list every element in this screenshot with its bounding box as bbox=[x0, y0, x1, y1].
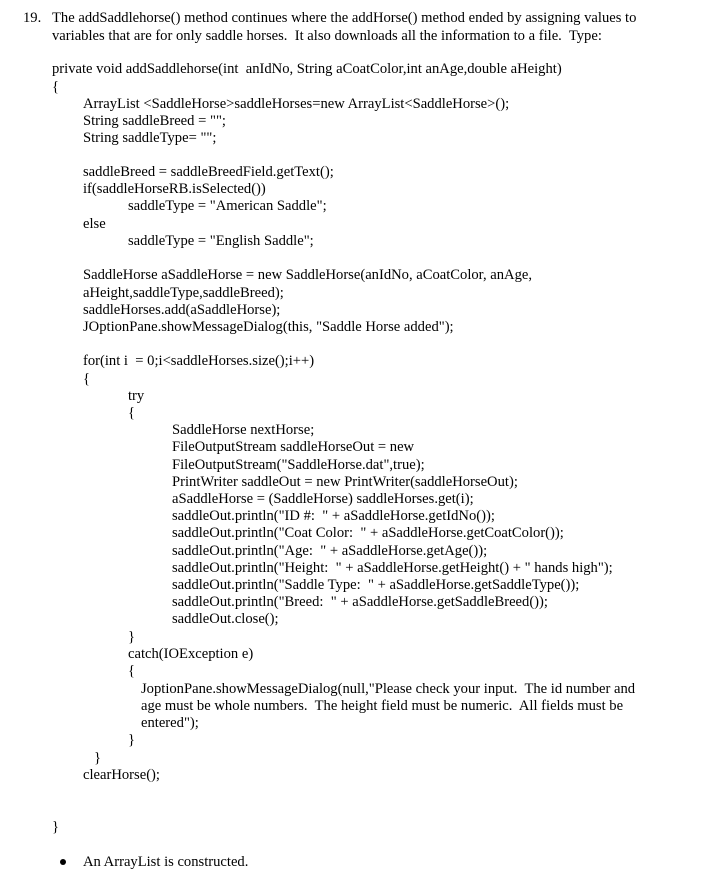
code-line: { bbox=[128, 405, 136, 421]
code-line: aHeight,saddleType,saddleBreed); bbox=[83, 285, 284, 301]
bullet-dot-icon bbox=[60, 859, 66, 865]
code-line: PrintWriter saddleOut = new PrintWriter(saddleHorseOut); bbox=[172, 474, 518, 490]
code-line: FileOutputStream("SaddleHorse.dat",true); bbox=[172, 457, 425, 473]
code-line: private void addSaddlehorse(int anIdNo, String aCoatColor,int anAge,double aHeight) bbox=[52, 61, 562, 77]
code-line: } bbox=[128, 629, 136, 645]
code-line: saddleOut.println("Saddle Type: " + aSaddleHorse.getSaddleType()); bbox=[172, 577, 580, 593]
code-line: saddleOut.close(); bbox=[172, 611, 279, 627]
question-intro-line: The addSaddlehorse() method continues where the addHorse() method ended by assigning values to bbox=[52, 10, 637, 26]
code-line: saddleOut.println("Breed: " + aSaddleHorse.getSaddleBreed()); bbox=[172, 594, 548, 610]
code-line: try bbox=[128, 388, 145, 404]
code-line: entered"); bbox=[141, 715, 199, 731]
code-line: String saddleBreed = ""; bbox=[83, 113, 226, 129]
code-line: saddleOut.println("Age: " + aSaddleHorse.getAge()); bbox=[172, 543, 488, 559]
code-line: clearHorse(); bbox=[83, 767, 160, 783]
code-line: { bbox=[52, 79, 60, 95]
code-line: saddleHorses.add(aSaddleHorse); bbox=[83, 302, 281, 318]
code-line: SaddleHorse nextHorse; bbox=[172, 422, 315, 438]
code-line: SaddleHorse aSaddleHorse = new SaddleHorse(anIdNo, aCoatColor, anAge, bbox=[83, 267, 532, 283]
code-line: if(saddleHorseRB.isSelected()) bbox=[83, 181, 266, 197]
code-line: JOptionPane.showMessageDialog(this, "Saddle Horse added"); bbox=[83, 319, 454, 335]
code-line: else bbox=[83, 216, 106, 232]
code-line: } bbox=[94, 750, 102, 766]
code-line: { bbox=[83, 371, 91, 387]
code-line: } bbox=[52, 819, 60, 835]
code-line: catch(IOException e) bbox=[128, 646, 254, 662]
code-line: aSaddleHorse = (SaddleHorse) saddleHorses.get(i); bbox=[172, 491, 474, 507]
question-intro-line: variables that are for only saddle horses. It also downloads all the information to a file. Type: bbox=[52, 28, 602, 44]
code-line: { bbox=[128, 663, 136, 679]
bullet-text: An ArrayList is constructed. bbox=[83, 854, 249, 870]
question-number: 19. bbox=[23, 10, 42, 26]
code-line: saddleOut.println("Coat Color: " + aSaddleHorse.getCoatColor()); bbox=[172, 525, 564, 541]
code-line: age must be whole numbers. The height field must be numeric. All fields must be bbox=[141, 698, 624, 714]
code-line: saddleType = "American Saddle"; bbox=[128, 198, 327, 214]
code-line: saddleOut.println("ID #: " + aSaddleHorse.getIdNo()); bbox=[172, 508, 495, 524]
code-line: String saddleType= ""; bbox=[83, 130, 217, 146]
code-line: for(int i = 0;i<saddleHorses.size();i++) bbox=[83, 353, 315, 369]
code-line: JoptionPane.showMessageDialog(null,"Please check your input. The id number and bbox=[141, 681, 636, 697]
code-line: FileOutputStream saddleHorseOut = new bbox=[172, 439, 415, 455]
code-line: } bbox=[128, 732, 136, 748]
code-line: saddleType = "English Saddle"; bbox=[128, 233, 314, 249]
code-line: saddleBreed = saddleBreedField.getText(); bbox=[83, 164, 334, 180]
code-line: saddleOut.println("Height: " + aSaddleHorse.getHeight() + " hands high"); bbox=[172, 560, 613, 576]
code-line: ArrayList <SaddleHorse>saddleHorses=new ArrayList<SaddleHorse>(); bbox=[83, 96, 510, 112]
